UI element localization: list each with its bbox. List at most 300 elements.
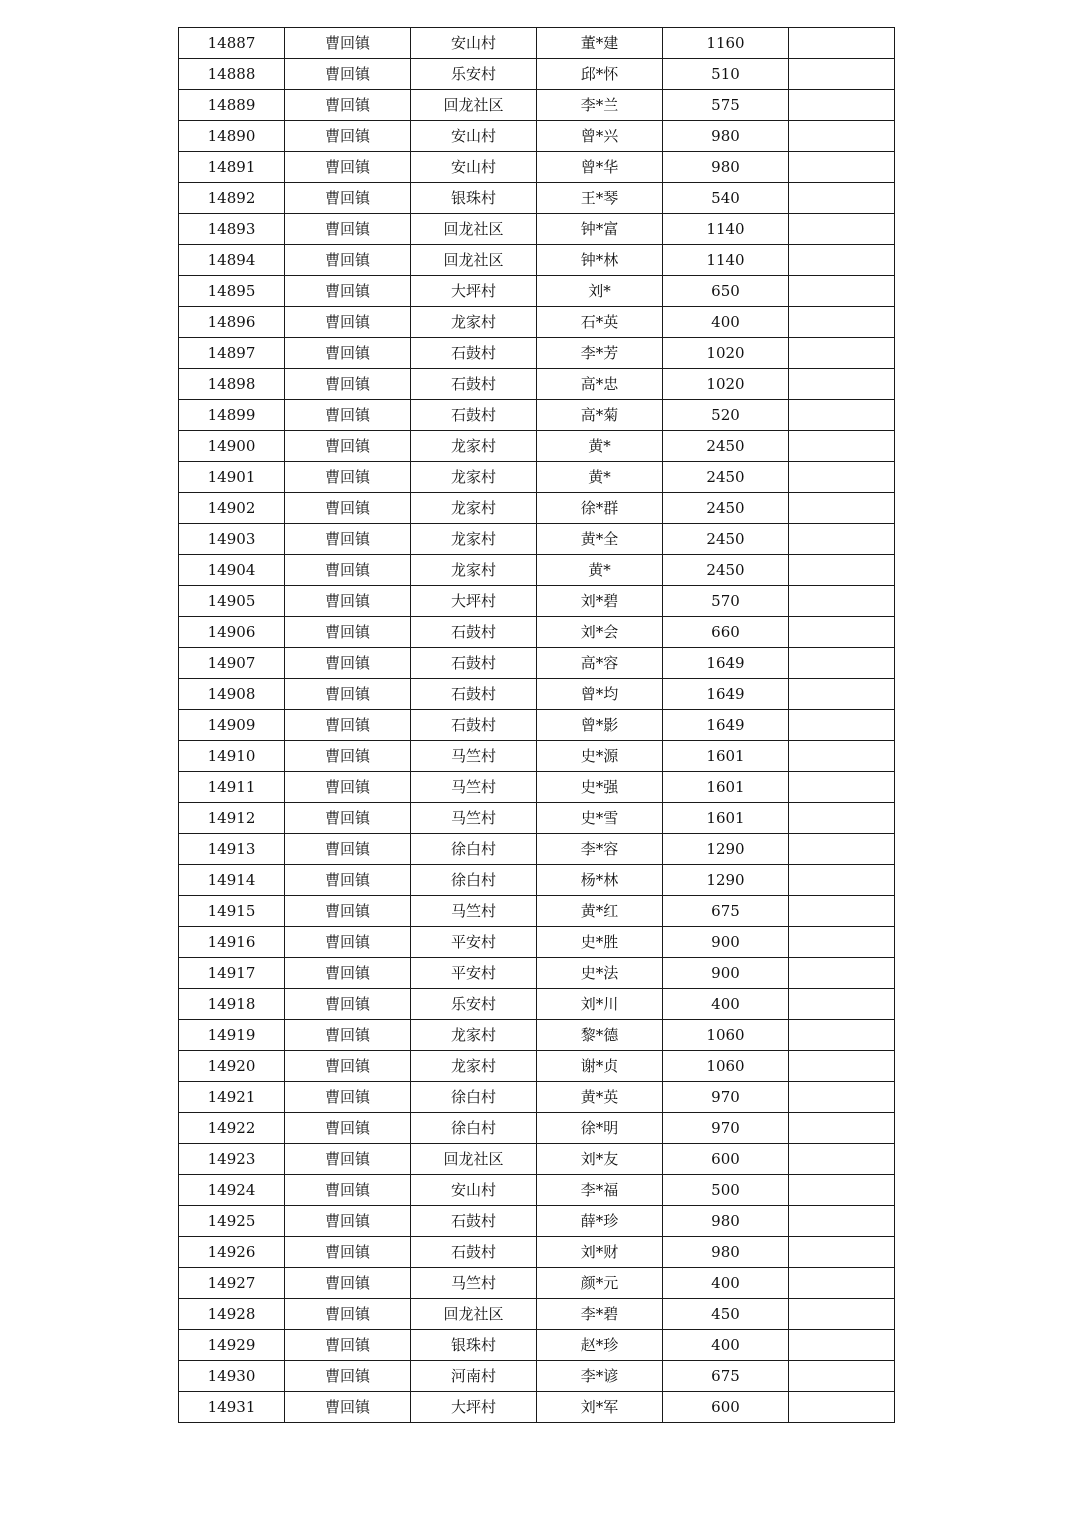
serial-number-cell: 14899 bbox=[179, 400, 285, 431]
table-row bbox=[179, 214, 895, 245]
town-cell: 曹回镇 bbox=[285, 462, 411, 493]
remark-cell bbox=[789, 1361, 895, 1392]
amount-cell: 400 bbox=[663, 989, 789, 1020]
serial-number-cell: 14900 bbox=[179, 431, 285, 462]
remark-cell bbox=[789, 214, 895, 245]
name-cell: 徐*群 bbox=[537, 493, 663, 524]
village-cell: 石鼓村 bbox=[411, 648, 537, 679]
village-cell: 马竺村 bbox=[411, 772, 537, 803]
serial-number-cell: 14890 bbox=[179, 121, 285, 152]
town-cell: 曹回镇 bbox=[285, 121, 411, 152]
village-cell: 安山村 bbox=[411, 152, 537, 183]
amount-cell: 980 bbox=[663, 1206, 789, 1237]
serial-number-cell: 14910 bbox=[179, 741, 285, 772]
town-cell: 曹回镇 bbox=[285, 59, 411, 90]
serial-number-cell: 14891 bbox=[179, 152, 285, 183]
serial-number-cell: 14897 bbox=[179, 338, 285, 369]
remark-cell bbox=[789, 90, 895, 121]
serial-number-cell: 14893 bbox=[179, 214, 285, 245]
amount-cell: 2450 bbox=[663, 462, 789, 493]
name-cell: 李*兰 bbox=[537, 90, 663, 121]
serial-number-cell: 14917 bbox=[179, 958, 285, 989]
village-cell: 龙家村 bbox=[411, 524, 537, 555]
serial-number-cell: 14906 bbox=[179, 617, 285, 648]
name-cell: 李*芳 bbox=[537, 338, 663, 369]
serial-number-cell: 14914 bbox=[179, 865, 285, 896]
serial-number-cell: 14927 bbox=[179, 1268, 285, 1299]
village-cell: 石鼓村 bbox=[411, 369, 537, 400]
village-cell: 徐白村 bbox=[411, 865, 537, 896]
table-row bbox=[179, 28, 895, 59]
name-cell: 史*胜 bbox=[537, 927, 663, 958]
amount-cell: 1601 bbox=[663, 741, 789, 772]
amount-cell: 575 bbox=[663, 90, 789, 121]
name-cell: 李*碧 bbox=[537, 1299, 663, 1330]
town-cell: 曹回镇 bbox=[285, 245, 411, 276]
town-cell: 曹回镇 bbox=[285, 524, 411, 555]
amount-cell: 980 bbox=[663, 1237, 789, 1268]
village-cell: 大坪村 bbox=[411, 276, 537, 307]
table-row bbox=[179, 958, 895, 989]
name-cell: 钟*林 bbox=[537, 245, 663, 276]
remark-cell bbox=[789, 1144, 895, 1175]
table-row bbox=[179, 121, 895, 152]
town-cell: 曹回镇 bbox=[285, 958, 411, 989]
name-cell: 刘* bbox=[537, 276, 663, 307]
amount-cell: 1140 bbox=[663, 245, 789, 276]
table-row bbox=[179, 493, 895, 524]
amount-cell: 1060 bbox=[663, 1020, 789, 1051]
table-row bbox=[179, 1268, 895, 1299]
table-row bbox=[179, 710, 895, 741]
remark-cell bbox=[789, 555, 895, 586]
remark-cell bbox=[789, 1113, 895, 1144]
serial-number-cell: 14918 bbox=[179, 989, 285, 1020]
table-row bbox=[179, 772, 895, 803]
table-row bbox=[179, 276, 895, 307]
amount-cell: 2450 bbox=[663, 555, 789, 586]
village-cell: 安山村 bbox=[411, 28, 537, 59]
serial-number-cell: 14903 bbox=[179, 524, 285, 555]
table-row bbox=[179, 1051, 895, 1082]
remark-cell bbox=[789, 958, 895, 989]
serial-number-cell: 14895 bbox=[179, 276, 285, 307]
remark-cell bbox=[789, 1237, 895, 1268]
amount-cell: 1160 bbox=[663, 28, 789, 59]
name-cell: 赵*珍 bbox=[537, 1330, 663, 1361]
town-cell: 曹回镇 bbox=[285, 772, 411, 803]
amount-cell: 520 bbox=[663, 400, 789, 431]
table-row bbox=[179, 865, 895, 896]
serial-number-cell: 14908 bbox=[179, 679, 285, 710]
table-row bbox=[179, 307, 895, 338]
name-cell: 曾*华 bbox=[537, 152, 663, 183]
table-row bbox=[179, 803, 895, 834]
table-row bbox=[179, 1206, 895, 1237]
serial-number-cell: 14887 bbox=[179, 28, 285, 59]
amount-cell: 1601 bbox=[663, 803, 789, 834]
table-row bbox=[179, 90, 895, 121]
name-cell: 黄*全 bbox=[537, 524, 663, 555]
serial-number-cell: 14907 bbox=[179, 648, 285, 679]
serial-number-cell: 14931 bbox=[179, 1392, 285, 1423]
remark-cell bbox=[789, 586, 895, 617]
village-cell: 平安村 bbox=[411, 958, 537, 989]
town-cell: 曹回镇 bbox=[285, 1392, 411, 1423]
town-cell: 曹回镇 bbox=[285, 1113, 411, 1144]
name-cell: 薛*珍 bbox=[537, 1206, 663, 1237]
town-cell: 曹回镇 bbox=[285, 338, 411, 369]
remark-cell bbox=[789, 1206, 895, 1237]
table-row bbox=[179, 989, 895, 1020]
serial-number-cell: 14922 bbox=[179, 1113, 285, 1144]
village-cell: 龙家村 bbox=[411, 1051, 537, 1082]
town-cell: 曹回镇 bbox=[285, 152, 411, 183]
town-cell: 曹回镇 bbox=[285, 276, 411, 307]
table-row bbox=[179, 369, 895, 400]
table-row bbox=[179, 1330, 895, 1361]
serial-number-cell: 14902 bbox=[179, 493, 285, 524]
amount-cell: 1060 bbox=[663, 1051, 789, 1082]
village-cell: 马竺村 bbox=[411, 896, 537, 927]
amount-cell: 970 bbox=[663, 1113, 789, 1144]
remark-cell bbox=[789, 989, 895, 1020]
serial-number-cell: 14925 bbox=[179, 1206, 285, 1237]
amount-cell: 1649 bbox=[663, 679, 789, 710]
serial-number-cell: 14928 bbox=[179, 1299, 285, 1330]
table-row bbox=[179, 338, 895, 369]
roster-table-body bbox=[179, 28, 895, 1423]
amount-cell: 2450 bbox=[663, 493, 789, 524]
name-cell: 石*英 bbox=[537, 307, 663, 338]
serial-number-cell: 14929 bbox=[179, 1330, 285, 1361]
town-cell: 曹回镇 bbox=[285, 28, 411, 59]
remark-cell bbox=[789, 896, 895, 927]
village-cell: 龙家村 bbox=[411, 462, 537, 493]
serial-number-cell: 14898 bbox=[179, 369, 285, 400]
name-cell: 史*强 bbox=[537, 772, 663, 803]
name-cell: 黄*英 bbox=[537, 1082, 663, 1113]
remark-cell bbox=[789, 276, 895, 307]
table-row bbox=[179, 1237, 895, 1268]
amount-cell: 900 bbox=[663, 927, 789, 958]
table-row bbox=[179, 741, 895, 772]
village-cell: 徐白村 bbox=[411, 834, 537, 865]
table-row bbox=[179, 1175, 895, 1206]
village-cell: 龙家村 bbox=[411, 307, 537, 338]
amount-cell: 1649 bbox=[663, 710, 789, 741]
remark-cell bbox=[789, 1175, 895, 1206]
amount-cell: 1140 bbox=[663, 214, 789, 245]
roster-table bbox=[178, 27, 895, 1423]
village-cell: 平安村 bbox=[411, 927, 537, 958]
table-row bbox=[179, 1113, 895, 1144]
document-page bbox=[178, 27, 894, 1423]
table-row bbox=[179, 617, 895, 648]
remark-cell bbox=[789, 865, 895, 896]
town-cell: 曹回镇 bbox=[285, 1299, 411, 1330]
remark-cell bbox=[789, 524, 895, 555]
name-cell: 徐*明 bbox=[537, 1113, 663, 1144]
serial-number-cell: 14926 bbox=[179, 1237, 285, 1268]
town-cell: 曹回镇 bbox=[285, 1268, 411, 1299]
town-cell: 曹回镇 bbox=[285, 679, 411, 710]
table-row bbox=[179, 648, 895, 679]
remark-cell bbox=[789, 493, 895, 524]
amount-cell: 500 bbox=[663, 1175, 789, 1206]
village-cell: 回龙社区 bbox=[411, 1299, 537, 1330]
village-cell: 乐安村 bbox=[411, 59, 537, 90]
name-cell: 邱*怀 bbox=[537, 59, 663, 90]
amount-cell: 675 bbox=[663, 1361, 789, 1392]
village-cell: 龙家村 bbox=[411, 431, 537, 462]
town-cell: 曹回镇 bbox=[285, 865, 411, 896]
amount-cell: 1290 bbox=[663, 865, 789, 896]
town-cell: 曹回镇 bbox=[285, 90, 411, 121]
village-cell: 回龙社区 bbox=[411, 214, 537, 245]
remark-cell bbox=[789, 400, 895, 431]
town-cell: 曹回镇 bbox=[285, 1330, 411, 1361]
village-cell: 马竺村 bbox=[411, 803, 537, 834]
name-cell: 李*容 bbox=[537, 834, 663, 865]
remark-cell bbox=[789, 803, 895, 834]
remark-cell bbox=[789, 121, 895, 152]
name-cell: 黄* bbox=[537, 431, 663, 462]
table-row bbox=[179, 431, 895, 462]
serial-number-cell: 14911 bbox=[179, 772, 285, 803]
amount-cell: 1290 bbox=[663, 834, 789, 865]
remark-cell bbox=[789, 431, 895, 462]
remark-cell bbox=[789, 152, 895, 183]
amount-cell: 540 bbox=[663, 183, 789, 214]
table-row bbox=[179, 555, 895, 586]
village-cell: 龙家村 bbox=[411, 1020, 537, 1051]
amount-cell: 600 bbox=[663, 1392, 789, 1423]
amount-cell: 675 bbox=[663, 896, 789, 927]
amount-cell: 660 bbox=[663, 617, 789, 648]
name-cell: 史*源 bbox=[537, 741, 663, 772]
name-cell: 史*法 bbox=[537, 958, 663, 989]
name-cell: 曾*均 bbox=[537, 679, 663, 710]
table-row bbox=[179, 1082, 895, 1113]
table-row bbox=[179, 1361, 895, 1392]
table-row bbox=[179, 1144, 895, 1175]
serial-number-cell: 14930 bbox=[179, 1361, 285, 1392]
village-cell: 大坪村 bbox=[411, 1392, 537, 1423]
remark-cell bbox=[789, 679, 895, 710]
town-cell: 曹回镇 bbox=[285, 493, 411, 524]
serial-number-cell: 14892 bbox=[179, 183, 285, 214]
remark-cell bbox=[789, 183, 895, 214]
remark-cell bbox=[789, 462, 895, 493]
remark-cell bbox=[789, 772, 895, 803]
town-cell: 曹回镇 bbox=[285, 1237, 411, 1268]
amount-cell: 400 bbox=[663, 1268, 789, 1299]
name-cell: 刘*碧 bbox=[537, 586, 663, 617]
town-cell: 曹回镇 bbox=[285, 741, 411, 772]
town-cell: 曹回镇 bbox=[285, 1051, 411, 1082]
remark-cell bbox=[789, 648, 895, 679]
remark-cell bbox=[789, 617, 895, 648]
name-cell: 刘*财 bbox=[537, 1237, 663, 1268]
name-cell: 李*谚 bbox=[537, 1361, 663, 1392]
serial-number-cell: 14923 bbox=[179, 1144, 285, 1175]
town-cell: 曹回镇 bbox=[285, 1206, 411, 1237]
remark-cell bbox=[789, 1392, 895, 1423]
table-row bbox=[179, 245, 895, 276]
amount-cell: 900 bbox=[663, 958, 789, 989]
name-cell: 黄* bbox=[537, 555, 663, 586]
serial-number-cell: 14913 bbox=[179, 834, 285, 865]
name-cell: 刘*军 bbox=[537, 1392, 663, 1423]
serial-number-cell: 14896 bbox=[179, 307, 285, 338]
amount-cell: 600 bbox=[663, 1144, 789, 1175]
remark-cell bbox=[789, 1020, 895, 1051]
amount-cell: 1601 bbox=[663, 772, 789, 803]
village-cell: 回龙社区 bbox=[411, 1144, 537, 1175]
village-cell: 石鼓村 bbox=[411, 710, 537, 741]
remark-cell bbox=[789, 1051, 895, 1082]
serial-number-cell: 14901 bbox=[179, 462, 285, 493]
village-cell: 河南村 bbox=[411, 1361, 537, 1392]
name-cell: 刘*川 bbox=[537, 989, 663, 1020]
name-cell: 李*福 bbox=[537, 1175, 663, 1206]
town-cell: 曹回镇 bbox=[285, 1361, 411, 1392]
serial-number-cell: 14921 bbox=[179, 1082, 285, 1113]
remark-cell bbox=[789, 741, 895, 772]
table-row bbox=[179, 152, 895, 183]
name-cell: 高*忠 bbox=[537, 369, 663, 400]
amount-cell: 980 bbox=[663, 121, 789, 152]
name-cell: 曾*影 bbox=[537, 710, 663, 741]
amount-cell: 570 bbox=[663, 586, 789, 617]
town-cell: 曹回镇 bbox=[285, 400, 411, 431]
town-cell: 曹回镇 bbox=[285, 896, 411, 927]
table-row bbox=[179, 59, 895, 90]
remark-cell bbox=[789, 1299, 895, 1330]
village-cell: 安山村 bbox=[411, 1175, 537, 1206]
amount-cell: 510 bbox=[663, 59, 789, 90]
town-cell: 曹回镇 bbox=[285, 1144, 411, 1175]
amount-cell: 400 bbox=[663, 307, 789, 338]
village-cell: 回龙社区 bbox=[411, 90, 537, 121]
remark-cell bbox=[789, 245, 895, 276]
town-cell: 曹回镇 bbox=[285, 555, 411, 586]
serial-number-cell: 14889 bbox=[179, 90, 285, 121]
remark-cell bbox=[789, 710, 895, 741]
town-cell: 曹回镇 bbox=[285, 927, 411, 958]
serial-number-cell: 14920 bbox=[179, 1051, 285, 1082]
table-row bbox=[179, 896, 895, 927]
town-cell: 曹回镇 bbox=[285, 369, 411, 400]
table-row bbox=[179, 1299, 895, 1330]
amount-cell: 1020 bbox=[663, 369, 789, 400]
name-cell: 黄*红 bbox=[537, 896, 663, 927]
village-cell: 徐白村 bbox=[411, 1082, 537, 1113]
village-cell: 石鼓村 bbox=[411, 338, 537, 369]
remark-cell bbox=[789, 338, 895, 369]
serial-number-cell: 14904 bbox=[179, 555, 285, 586]
town-cell: 曹回镇 bbox=[285, 834, 411, 865]
table-row bbox=[179, 462, 895, 493]
table-row bbox=[179, 679, 895, 710]
village-cell: 银珠村 bbox=[411, 1330, 537, 1361]
village-cell: 石鼓村 bbox=[411, 400, 537, 431]
amount-cell: 980 bbox=[663, 152, 789, 183]
village-cell: 龙家村 bbox=[411, 493, 537, 524]
name-cell: 史*雪 bbox=[537, 803, 663, 834]
town-cell: 曹回镇 bbox=[285, 989, 411, 1020]
village-cell: 乐安村 bbox=[411, 989, 537, 1020]
village-cell: 石鼓村 bbox=[411, 679, 537, 710]
name-cell: 高*容 bbox=[537, 648, 663, 679]
serial-number-cell: 14916 bbox=[179, 927, 285, 958]
remark-cell bbox=[789, 307, 895, 338]
town-cell: 曹回镇 bbox=[285, 307, 411, 338]
town-cell: 曹回镇 bbox=[285, 214, 411, 245]
town-cell: 曹回镇 bbox=[285, 617, 411, 648]
serial-number-cell: 14912 bbox=[179, 803, 285, 834]
remark-cell bbox=[789, 1330, 895, 1361]
table-row bbox=[179, 524, 895, 555]
name-cell: 刘*友 bbox=[537, 1144, 663, 1175]
serial-number-cell: 14894 bbox=[179, 245, 285, 276]
name-cell: 王*琴 bbox=[537, 183, 663, 214]
remark-cell bbox=[789, 1268, 895, 1299]
serial-number-cell: 14919 bbox=[179, 1020, 285, 1051]
town-cell: 曹回镇 bbox=[285, 710, 411, 741]
town-cell: 曹回镇 bbox=[285, 1082, 411, 1113]
village-cell: 龙家村 bbox=[411, 555, 537, 586]
town-cell: 曹回镇 bbox=[285, 1175, 411, 1206]
village-cell: 徐白村 bbox=[411, 1113, 537, 1144]
table-row bbox=[179, 586, 895, 617]
amount-cell: 970 bbox=[663, 1082, 789, 1113]
table-row bbox=[179, 1020, 895, 1051]
remark-cell bbox=[789, 927, 895, 958]
amount-cell: 400 bbox=[663, 1330, 789, 1361]
town-cell: 曹回镇 bbox=[285, 648, 411, 679]
village-cell: 回龙社区 bbox=[411, 245, 537, 276]
town-cell: 曹回镇 bbox=[285, 431, 411, 462]
table-row bbox=[179, 927, 895, 958]
serial-number-cell: 14924 bbox=[179, 1175, 285, 1206]
village-cell: 石鼓村 bbox=[411, 617, 537, 648]
table-row bbox=[179, 183, 895, 214]
name-cell: 颜*元 bbox=[537, 1268, 663, 1299]
table-row bbox=[179, 834, 895, 865]
amount-cell: 1649 bbox=[663, 648, 789, 679]
serial-number-cell: 14909 bbox=[179, 710, 285, 741]
name-cell: 刘*会 bbox=[537, 617, 663, 648]
name-cell: 谢*贞 bbox=[537, 1051, 663, 1082]
amount-cell: 2450 bbox=[663, 524, 789, 555]
name-cell: 黄* bbox=[537, 462, 663, 493]
amount-cell: 650 bbox=[663, 276, 789, 307]
serial-number-cell: 14915 bbox=[179, 896, 285, 927]
village-cell: 石鼓村 bbox=[411, 1237, 537, 1268]
remark-cell bbox=[789, 1082, 895, 1113]
amount-cell: 1020 bbox=[663, 338, 789, 369]
name-cell: 曾*兴 bbox=[537, 121, 663, 152]
village-cell: 大坪村 bbox=[411, 586, 537, 617]
amount-cell: 2450 bbox=[663, 431, 789, 462]
remark-cell bbox=[789, 59, 895, 90]
village-cell: 银珠村 bbox=[411, 183, 537, 214]
serial-number-cell: 14888 bbox=[179, 59, 285, 90]
village-cell: 安山村 bbox=[411, 121, 537, 152]
name-cell: 杨*林 bbox=[537, 865, 663, 896]
